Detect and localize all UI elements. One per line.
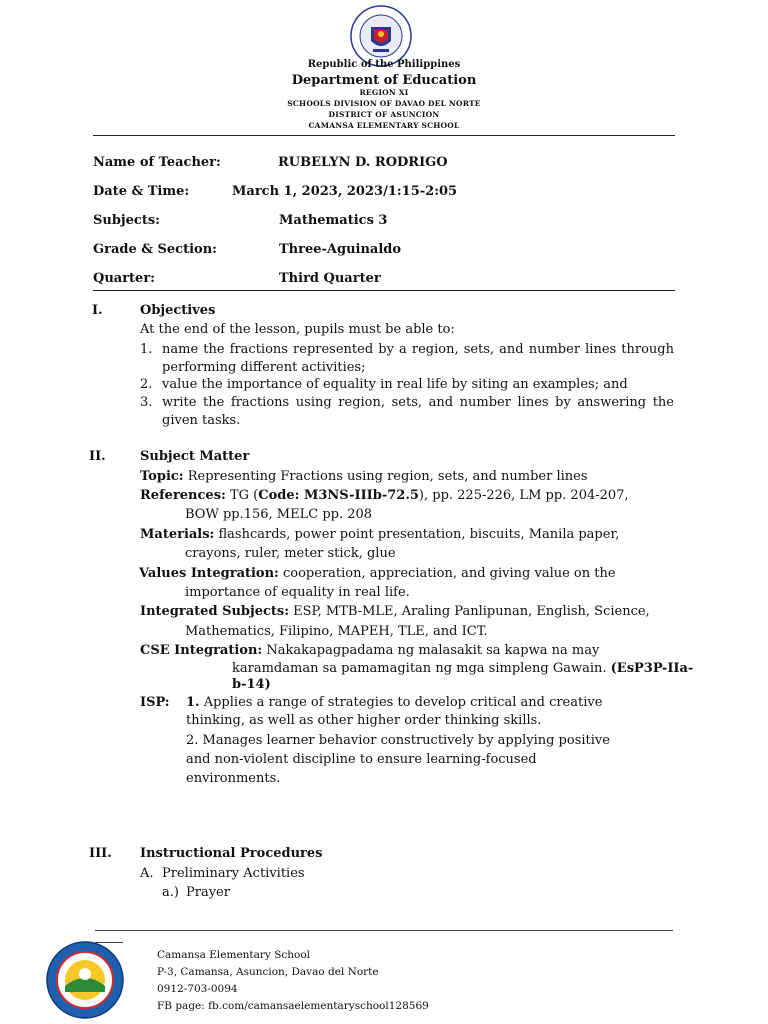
info-label: Date & Time: — [93, 184, 190, 199]
info-row-grade — [93, 242, 693, 262]
topic-line — [140, 468, 588, 486]
list-item-number: 3. — [140, 395, 153, 410]
footer-address: P-3, Camansa, Asuncion, Davao del Norte — [157, 966, 379, 978]
values-cont: importance of equality in real life. — [185, 585, 410, 600]
section-title-subject-matter: Subject Matter — [140, 449, 250, 464]
list-item-number: 1. — [140, 342, 153, 357]
isp-item-2-cont: environments. — [186, 771, 281, 786]
deped-seal — [343, 5, 419, 67]
materials-line — [140, 526, 619, 544]
list-item-number: 2. — [140, 377, 153, 392]
objective-item: value the importance of equality in real life by siting an examples; and — [162, 377, 628, 392]
info-label: Subjects: — [93, 213, 160, 228]
values-text: cooperation, appreciation, and giving value on the — [283, 566, 616, 581]
footer-phone: 0912-703-0094 — [157, 983, 238, 995]
topic-label: Topic: — [140, 469, 184, 484]
info-row-teacher — [93, 155, 693, 175]
header-divider — [93, 135, 675, 136]
info-value: Three-Aguinaldo — [279, 242, 402, 257]
info-value: RUBELYN D. RODRIGO — [278, 155, 448, 170]
references-text: TG ( — [229, 488, 259, 503]
info-row-date — [93, 184, 693, 204]
section-number: III. — [89, 846, 112, 861]
section-number: II. — [89, 449, 106, 464]
references-line — [140, 487, 629, 505]
integrated-text: ESP, MTB-MLE, Araling Panlipunan, English, Science, — [293, 604, 650, 619]
cse-code: (EsP3P-IIa- — [610, 661, 694, 676]
section-title-objectives: Objectives — [140, 303, 216, 318]
header-division: SCHOOLS DIVISION OF DAVAO DEL NORTE — [287, 99, 481, 108]
footer-school-name: Camansa Elementary School — [157, 949, 311, 961]
objectives-intro: At the end of the lesson, pupils must be able to: — [140, 322, 455, 337]
objective-item: name the fractions represented by a region, sets, and number lines through performing different activities; — [162, 342, 674, 375]
section-title-procedures: Instructional Procedures — [140, 846, 323, 861]
values-label: Values Integration: — [139, 566, 279, 581]
integrated-line — [140, 603, 650, 621]
references-cont: BOW pp.156, MELC pp. 208 — [185, 507, 373, 522]
info-value: Mathematics 3 — [279, 213, 388, 228]
isp-item-1-cont: thinking, as well as other higher order thinking skills. — [186, 713, 542, 728]
values-line — [139, 565, 616, 583]
isp-label: ISP: — [140, 695, 170, 710]
references-code: Code: M3NS-IIIb-72.5 — [258, 488, 419, 503]
materials-cont: crayons, ruler, meter stick, glue — [185, 546, 396, 561]
cse-text: karamdaman sa pamamagitan ng mga simpleng Gawain. — [232, 661, 607, 676]
info-label: Name of Teacher: — [93, 155, 221, 170]
header-department: Department of Education — [291, 73, 477, 88]
section-number: I. — [92, 303, 103, 318]
procedure-a-label: A. — [140, 866, 154, 881]
info-value: March 1, 2023, 2023/1:15-2:05 — [232, 184, 458, 199]
info-label: Quarter: — [93, 271, 155, 286]
topic-value: Representing Fractions using region, sets, and number lines — [187, 469, 588, 484]
header-school: CAMANSA ELEMENTARY SCHOOL — [308, 121, 460, 130]
info-value: Third Quarter — [279, 271, 381, 286]
footer-divider — [95, 930, 673, 931]
procedure-a1-label: a.) — [162, 885, 179, 900]
header-region: REGION XI — [359, 88, 409, 97]
materials-text: flashcards, power point presentation, biscuits, Manila paper, — [218, 527, 620, 542]
isp-item-2-cont: and non-violent discipline to ensure learning-focused — [186, 752, 537, 767]
objective-item: write the fractions using region, sets, and number lines by answering the given tasks. — [162, 395, 674, 428]
integrated-label: Integrated Subjects: — [140, 604, 290, 619]
cse-cont — [232, 660, 693, 678]
procedure-a1-text: Prayer — [186, 885, 230, 900]
isp-item-2: 2. Manages learner behavior constructively by applying positive — [186, 733, 610, 748]
cse-code-cont: b-14) — [232, 677, 271, 692]
integrated-cont: Mathematics, Filipino, MAPEH, TLE, and ICT. — [185, 624, 488, 639]
references-text: ), pp. 225-226, LM pp. 204-207, — [418, 488, 629, 503]
school-seal — [44, 940, 126, 1020]
cse-line — [140, 642, 599, 660]
info-row-subjects — [93, 213, 693, 233]
header-republic: Republic of the Philippines — [307, 59, 461, 70]
info-divider — [93, 290, 675, 291]
isp-item-text: Applies a range of strategies to develop critical and creative — [203, 695, 603, 710]
info-row-quarter — [93, 271, 693, 291]
footer-facebook: FB page: fb.com/camansaelementaryschool128569 — [157, 1000, 429, 1012]
header-district: DISTRICT OF ASUNCION — [328, 110, 440, 119]
cse-text: Nakakapagpadama ng malasakit sa kapwa na may — [266, 643, 600, 658]
isp-item-1 — [186, 694, 602, 712]
procedure-a-text: Preliminary Activities — [162, 866, 305, 881]
isp-item-number: 1. — [186, 695, 200, 710]
info-label: Grade & Section: — [93, 242, 217, 257]
materials-label: Materials: — [140, 527, 215, 542]
references-label: References: — [140, 488, 226, 503]
cse-label: CSE Integration: — [140, 643, 263, 658]
